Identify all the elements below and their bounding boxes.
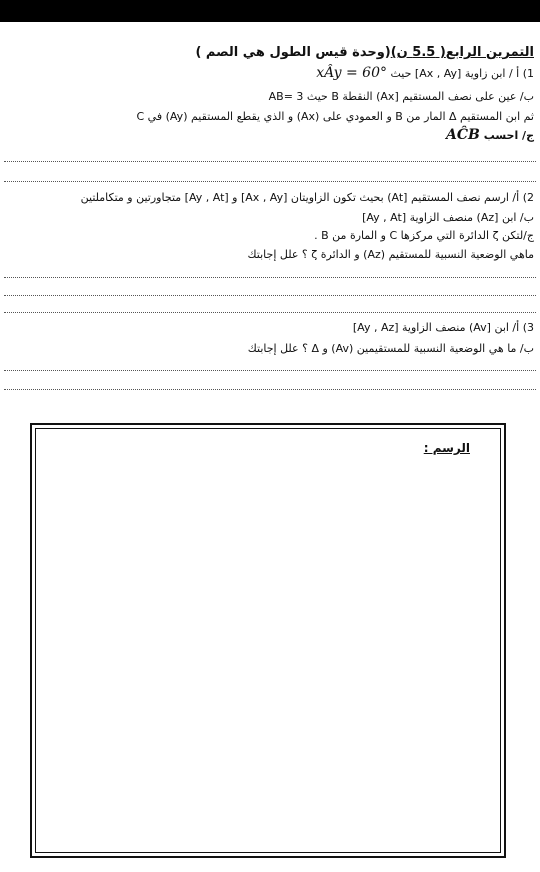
ex1-part-c	[6, 128, 534, 143]
ex3-part-b: ب/ ما هي الوضعية النسبية للمستقيمين (Av) و Δ ؟ علل إجابتك	[247, 342, 534, 355]
ex2-part-c: ج/لتكن ζ الدائرة التي مركزها C و المارة من B .	[314, 229, 534, 242]
ex1-part-a	[6, 66, 534, 81]
ex2-a-text: أ/ ارسم نصف المستقيم [At) بحيث تكون الزاويتان [Ax , Ay] و [Ay , At] متجاورتين و متكاملتين	[80, 191, 520, 204]
drawing-box	[30, 423, 506, 858]
ex2-part-a	[6, 190, 534, 205]
answer-line	[4, 370, 536, 372]
ex2-num: 2)	[522, 191, 534, 204]
answer-line	[4, 277, 536, 279]
top-bar	[0, 0, 540, 22]
answer-line	[4, 161, 536, 163]
ex1-part-b: ب/ عين على نصف المستقيم [Ax) النقطة B حيث AB= 3	[268, 90, 534, 103]
ex2-part-b: ب/ ابن [Az) منصف الزاوية [Ay , At]	[362, 211, 534, 224]
drawing-box-inner	[35, 428, 501, 853]
answer-line	[4, 389, 536, 391]
ex1-a-math: xÂy = 60°	[316, 65, 387, 81]
title-points: ( 5.5 ن)	[390, 45, 446, 60]
ex3-a-text: أ/ ابن [Av) منصف الزاوية [Ay , Az]	[352, 321, 520, 334]
ex3-num: 3)	[522, 321, 534, 334]
ex3-part-a	[6, 320, 534, 335]
ex1-num: 1)	[522, 67, 534, 80]
ex1-a-text: أ / ابن زاوية [Ax , Ay] حيث	[390, 67, 520, 80]
title-note: (وحدة قيس الطول هي الصم )	[195, 45, 391, 60]
answer-line	[4, 312, 536, 314]
exercise-title	[6, 44, 534, 62]
ex1-c-math: AĈB	[446, 127, 480, 143]
ex1-c-text: ج/ احسب	[483, 129, 534, 142]
drawing-label: الرسم :	[423, 441, 470, 455]
title-main: التمرين الرابع	[445, 45, 534, 60]
answer-line	[4, 181, 536, 183]
ex1-part-b2: ثم ابن المستقيم Δ المار من B و العمودي على (Ax) و الذي يقطع المستقيم (Ay) في C	[136, 110, 534, 123]
ex2-part-d: ماهي الوضعية النسبية للمستقيم (Az) و الدائرة ζ ؟ علل إجابتك	[247, 248, 534, 261]
answer-line	[4, 295, 536, 297]
